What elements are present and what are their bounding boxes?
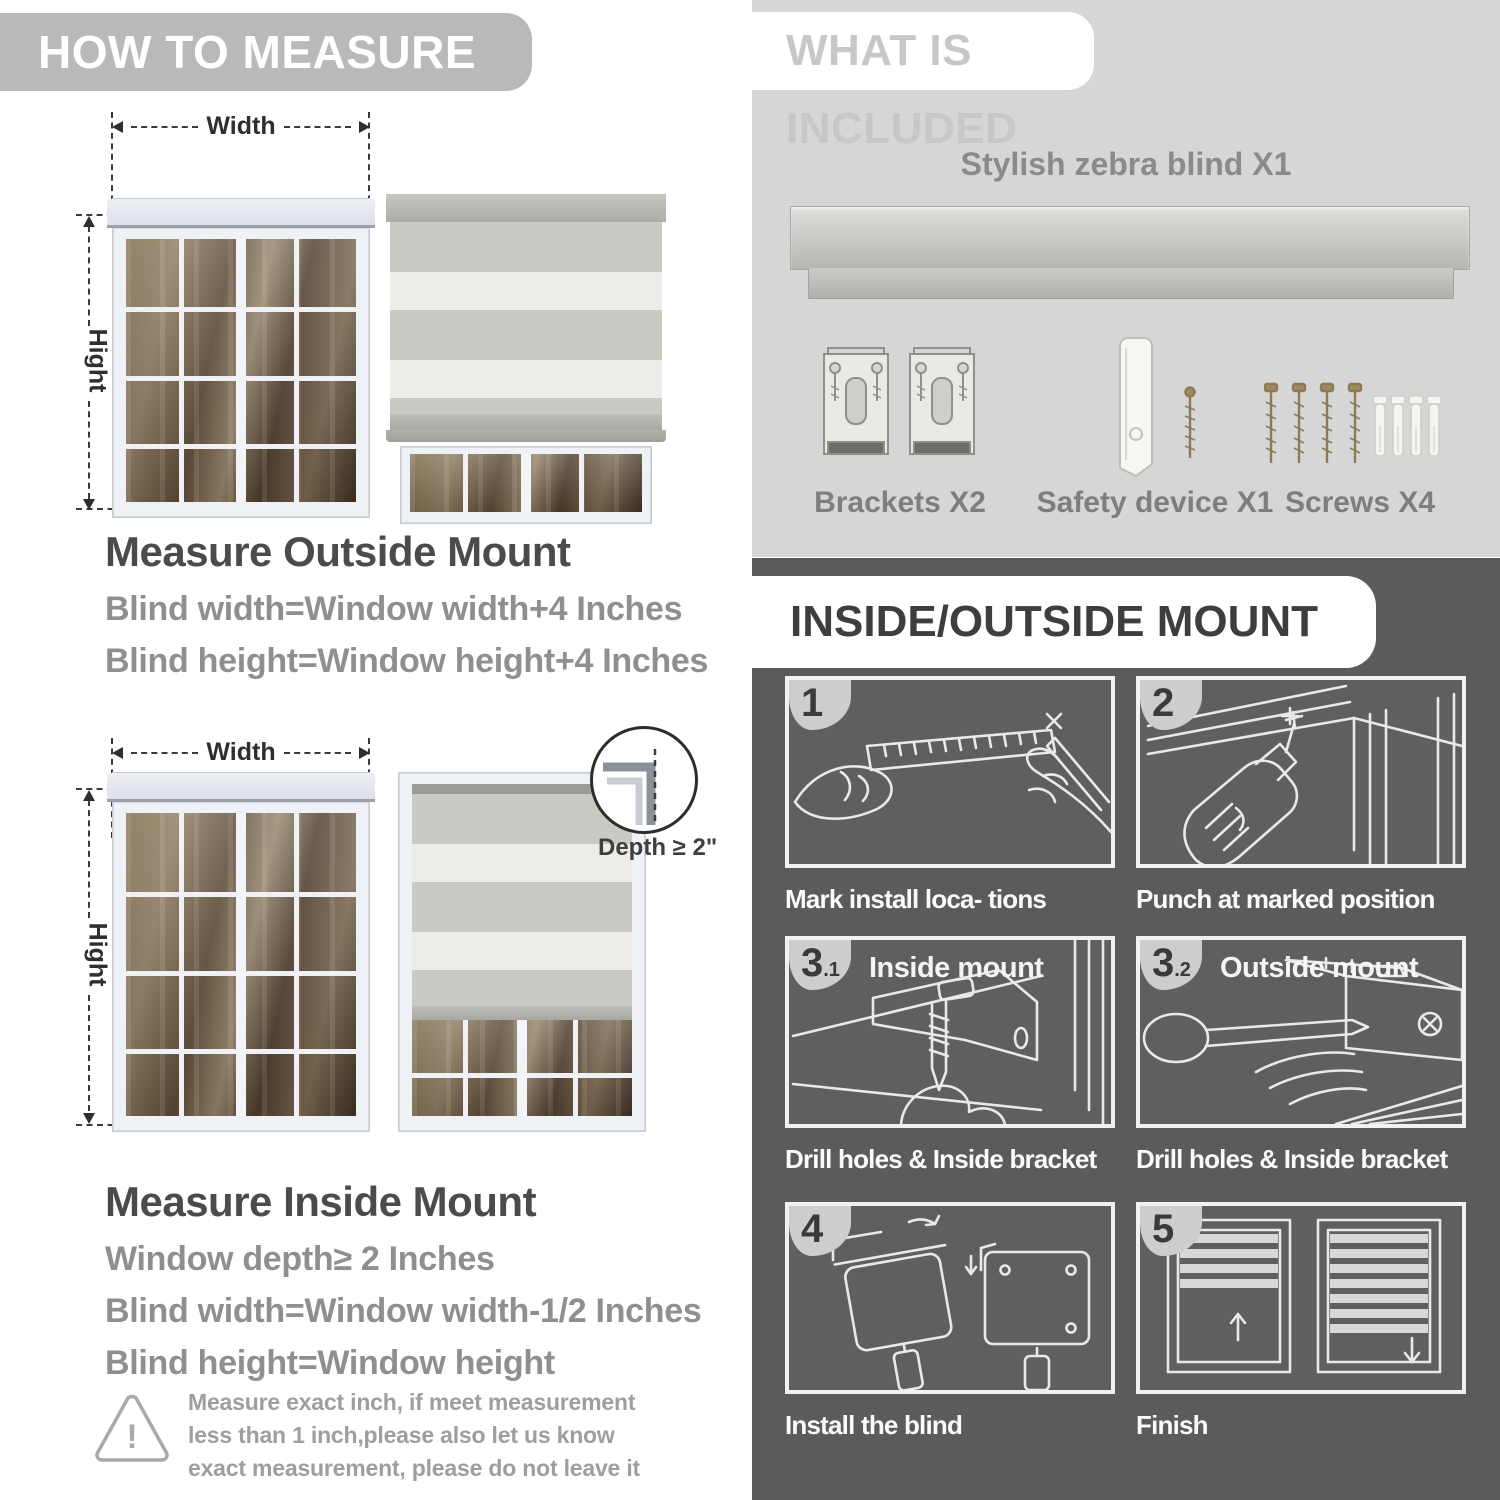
headrail-lip	[808, 268, 1454, 299]
hight-measure-outside	[82, 216, 112, 510]
depth-magnifier	[590, 726, 698, 834]
warning-icon	[92, 1392, 172, 1464]
arrow-right-icon	[359, 121, 370, 133]
arrow-left-icon	[112, 121, 123, 133]
zebra-blind-inside-window	[398, 772, 646, 1132]
measure-inside-title: Measure Inside Mount	[105, 1178, 537, 1225]
headrail-image	[790, 206, 1470, 270]
measurement-note: Measure exact inch, if meet measurement less than 1 inch,please also let us know exact measurement, please do not leave it	[188, 1389, 640, 1481]
measure-outside-title: Measure Outside Mount	[105, 528, 571, 575]
inside-outside-mount-header: INSIDE/OUTSIDE MOUNT	[752, 576, 1376, 668]
window-photo-inside	[112, 772, 370, 1132]
width-measure-outside	[112, 112, 370, 141]
step-1-caption: Mark install loca- tions	[785, 884, 1047, 914]
step-number-badge: 2	[1140, 680, 1202, 730]
blind-stripes	[412, 794, 632, 1006]
blind-bottom-rail	[412, 1006, 632, 1020]
width-measure-inside	[112, 738, 370, 767]
blind-stripes	[390, 222, 662, 414]
brackets-label: Brackets X2	[814, 486, 986, 519]
safety-device-image	[1098, 336, 1214, 491]
blind-bottom-rail	[390, 414, 662, 430]
hight-label: Hight	[83, 922, 112, 987]
arrow-right-icon	[359, 747, 370, 759]
brackets-image	[818, 342, 980, 487]
what-is-included-header: WHAT IS INCLUDED	[752, 12, 1094, 90]
step-number-badge: 3.2	[1140, 940, 1202, 990]
step-number-badge: 4	[789, 1206, 851, 1256]
step-3-2-box	[1136, 936, 1466, 1128]
blind-cassette	[386, 194, 666, 222]
step-number-badge: 3.1	[789, 940, 851, 990]
step-4-caption: Install the blind	[785, 1410, 963, 1440]
inside-rule-1: Window depth≥ 2 Inches	[105, 1240, 495, 1278]
window-lintel	[107, 773, 375, 802]
step-number-badge: 1	[789, 680, 851, 730]
inside-rule-3: Blind height=Window height	[105, 1344, 555, 1382]
step-5-box	[1136, 1202, 1466, 1394]
svg-text:!: !	[126, 1418, 138, 1456]
step-3-1-inline-label: Inside mount	[869, 952, 1044, 984]
width-label: Width	[206, 112, 276, 140]
step-3-1-box	[785, 936, 1115, 1128]
inside-rule-2: Blind width=Window width-1/2 Inches	[105, 1292, 702, 1330]
arrow-left-icon	[112, 747, 123, 759]
safety-device-label: Safety device X1	[1036, 486, 1274, 519]
step-3-1-caption: Drill holes & Inside bracket	[785, 1144, 1097, 1174]
outside-rule-2: Blind height=Window height+4 Inches	[105, 642, 709, 680]
screws-image	[1264, 382, 1440, 483]
step-3-2-inline-label: Outside mount	[1220, 952, 1419, 984]
hight-measure-inside	[82, 790, 112, 1124]
outside-rule-1: Blind width=Window width+4 Inches	[105, 590, 683, 628]
window-lintel	[107, 199, 375, 228]
window-peek	[400, 446, 652, 524]
mount-panel	[752, 558, 1500, 1500]
blind-item-label: Stylish zebra blind X1	[960, 146, 1292, 182]
depth-label: Depth ≥ 2"	[598, 834, 718, 861]
window-panes	[126, 239, 356, 502]
zebra-blind-outside	[386, 194, 666, 530]
screws-label: Screws X4	[1284, 486, 1436, 519]
included-panel	[752, 0, 1500, 557]
how-to-measure-header: HOW TO MEASURE	[0, 13, 532, 91]
window-photo-outside	[112, 198, 370, 518]
step-4-box	[785, 1202, 1115, 1394]
step-2-box	[1136, 676, 1466, 868]
step-3-2-caption: Drill holes & Inside bracket	[1136, 1144, 1448, 1174]
step-1-box	[785, 676, 1115, 868]
step-number-badge: 5	[1140, 1206, 1202, 1256]
hight-label: Hight	[83, 328, 112, 393]
window-panes	[126, 813, 356, 1116]
width-label: Width	[206, 738, 276, 766]
step-5-caption: Finish	[1136, 1410, 1208, 1440]
step-2-caption: Punch at marked position	[1136, 884, 1435, 914]
